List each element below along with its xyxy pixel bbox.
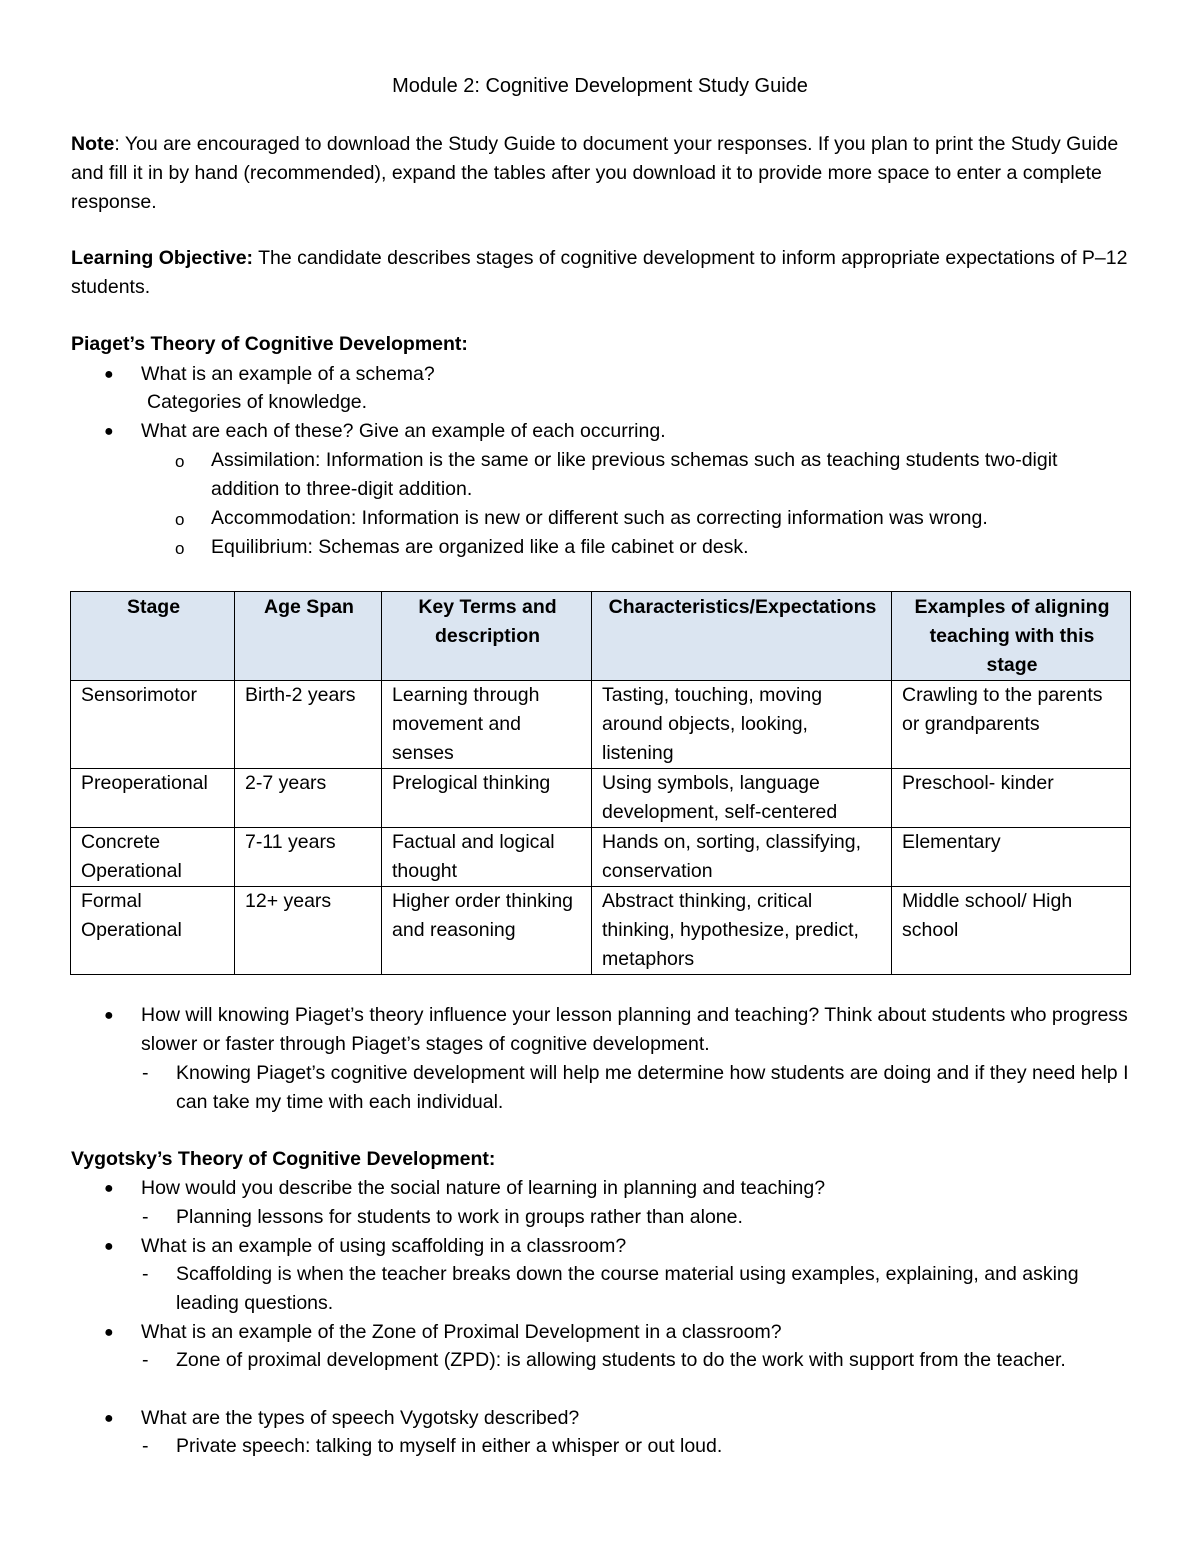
vygotsky-question-zpd: What is an example of the Zone of Proximal Development in a classroom? — [141, 1321, 782, 1343]
dash-icon: - — [142, 1435, 149, 1457]
vygotsky-question-speech: What are the types of speech Vygotsky described? — [141, 1407, 580, 1429]
assimilation-item: Assimilation: Information is the same or like previous schemas such as teaching students two-digit addition to three-digit addition. — [211, 449, 1058, 500]
note-paragraph — [71, 130, 1131, 217]
vygotsky-answer-scaffolding: Scaffolding is when the teacher breaks down the course material using examples, explaining, and asking leading questions. — [176, 1263, 1079, 1314]
objective-label: Learning Objective: — [71, 247, 254, 269]
table-row — [71, 769, 1131, 828]
header-characteristics: Characteristics/Expectations — [592, 592, 892, 681]
bullet-icon: ● — [104, 423, 114, 440]
vygotsky-answer-speech: Private speech: talking to myself in either a whisper or out loud. — [176, 1435, 723, 1457]
document-title: Module 2: Cognitive Development Study Guide — [392, 75, 808, 97]
influence-answer: Knowing Piaget’s cognitive development will help me determine how students are doing and if they need help I can take my time with each individual. — [176, 1062, 1129, 1113]
table-cell: Abstract thinking, critical thinking, hypothesize, predict, metaphors — [592, 887, 892, 975]
table-cell: Factual and logical thought — [382, 828, 592, 887]
table-row — [71, 887, 1131, 975]
sub-bullet-icon: o — [175, 510, 185, 529]
table-cell: Birth-2 years — [235, 681, 382, 769]
bullet-icon: ● — [104, 1324, 114, 1341]
table-row — [71, 681, 1131, 769]
note-label: Note — [71, 133, 115, 155]
table-cell: Concrete Operational — [71, 828, 235, 887]
dash-icon: - — [142, 1349, 149, 1371]
dash-icon: - — [142, 1206, 149, 1228]
table-cell: Using symbols, language development, self-centered — [592, 769, 892, 828]
table-cell: 7-11 years — [235, 828, 382, 887]
objective-paragraph — [71, 244, 1131, 302]
piaget-question-schema: What is an example of a schema? — [141, 363, 435, 385]
header-key-terms: Key Terms and description — [382, 592, 592, 681]
note-text: : You are encouraged to download the Study Guide to document your responses. If you plan to print the Study Guide and fill it in by hand (recommended), expand the tables after you download it to provide more space to enter a complete response. — [71, 133, 1119, 213]
table-cell: 2-7 years — [235, 769, 382, 828]
sub-bullet-icon: o — [175, 452, 185, 471]
bullet-icon: ● — [104, 1180, 114, 1197]
bullet-icon: ● — [104, 1410, 114, 1427]
bullet-icon: ● — [104, 1007, 114, 1024]
sub-bullet-icon: o — [175, 539, 185, 558]
table-header-row — [71, 592, 1131, 681]
vygotsky-heading: Vygotsky’s Theory of Cognitive Development: — [71, 1148, 496, 1170]
table-cell: Tasting, touching, moving around objects, looking, listening — [592, 681, 892, 769]
objective-text: The candidate describes stages of cognitive development to inform appropriate expectations of P–12 students. — [71, 247, 1128, 298]
table-cell: Middle school/ High school — [892, 887, 1131, 975]
header-stage: Stage — [71, 592, 235, 681]
table-cell: Elementary — [892, 828, 1131, 887]
vygotsky-answer-social: Planning lessons for students to work in groups rather than alone. — [176, 1206, 743, 1228]
piaget-answer-schema: Categories of knowledge. — [147, 391, 368, 413]
bullet-icon: ● — [104, 366, 114, 383]
table-cell: Crawling to the parents or grandparents — [892, 681, 1131, 769]
equilibrium-item: Equilibrium: Schemas are organized like a file cabinet or desk. — [211, 536, 749, 558]
accommodation-item: Accommodation: Information is new or different such as correcting information was wrong. — [211, 507, 988, 529]
vygotsky-question-social: How would you describe the social nature of learning in planning and teaching? — [141, 1177, 826, 1199]
table-cell: Hands on, sorting, classifying, conservation — [592, 828, 892, 887]
dash-icon: - — [142, 1263, 149, 1285]
stages-table — [70, 591, 1131, 975]
table-cell: Learning through movement and senses — [382, 681, 592, 769]
bullet-icon: ● — [104, 1238, 114, 1255]
table-cell: Preschool- kinder — [892, 769, 1131, 828]
piaget-question-terms: What are each of these? Give an example of each occurring. — [141, 420, 666, 442]
piaget-heading: Piaget’s Theory of Cognitive Development: — [71, 333, 468, 355]
vygotsky-question-scaffolding: What is an example of using scaffolding in a classroom? — [141, 1235, 627, 1257]
vygotsky-answer-zpd: Zone of proximal development (ZPD): is allowing students to do the work with support from the teacher. — [176, 1349, 1066, 1371]
table-cell: Higher order thinking and reasoning — [382, 887, 592, 975]
table-cell: Sensorimotor — [71, 681, 235, 769]
header-age-span: Age Span — [235, 592, 382, 681]
header-examples: Examples of aligning teaching with this stage — [892, 592, 1131, 681]
table-cell: 12+ years — [235, 887, 382, 975]
dash-icon: - — [142, 1062, 149, 1084]
table-cell: Prelogical thinking — [382, 769, 592, 828]
table-cell: Preoperational — [71, 769, 235, 828]
table-row — [71, 828, 1131, 887]
table-cell: Formal Operational — [71, 887, 235, 975]
influence-question: How will knowing Piaget’s theory influence your lesson planning and teaching? Think about students who progress slower or faster through Piaget’s stages of cognitive development. — [141, 1004, 1128, 1055]
